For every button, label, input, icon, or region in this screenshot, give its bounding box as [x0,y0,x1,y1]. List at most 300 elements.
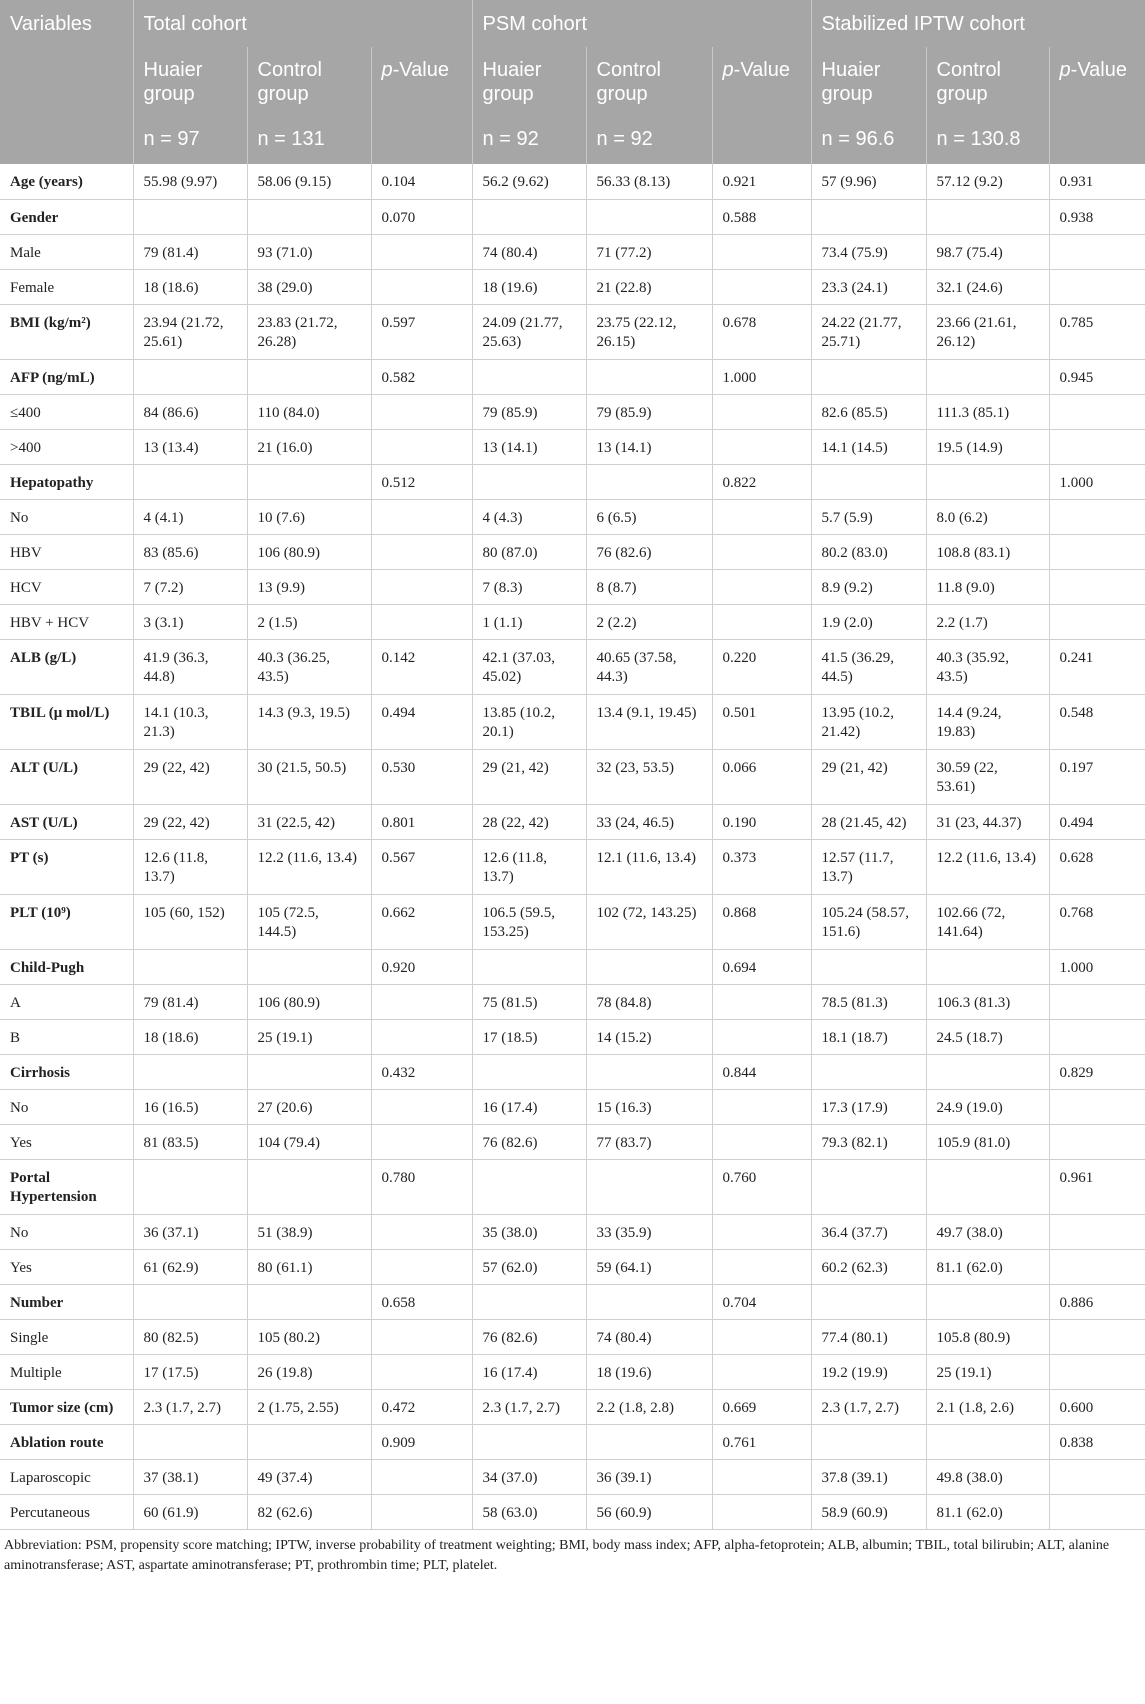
table-cell: 33 (24, 46.5) [586,804,712,839]
table-cell: 2.3 (1.7, 2.7) [472,1389,586,1424]
table-cell: 10 (7.6) [247,499,371,534]
table-cell: 0.780 [371,1159,472,1214]
n-control-psm: n = 92 [586,119,712,164]
table-cell [811,1284,926,1319]
table-cell [712,1249,811,1284]
table-cell: 14.1 (10.3, 21.3) [133,694,247,749]
table-cell: 2.2 (1.8, 2.8) [586,1389,712,1424]
table-cell: 0.669 [712,1389,811,1424]
table-cell: 0.512 [371,464,472,499]
table-cell [926,199,1049,234]
table-header [0,0,1145,164]
table-cell: 36.4 (37.7) [811,1214,926,1249]
table-row [0,199,1145,234]
table-cell: 19.2 (19.9) [811,1354,926,1389]
table-cell: 33 (35.9) [586,1214,712,1249]
table-cell: 0.494 [1049,804,1145,839]
table-cell [133,949,247,984]
table-cell [472,199,586,234]
table-row [0,839,1145,894]
table-cell [926,359,1049,394]
table-cell [371,534,472,569]
row-label: Number [0,1284,133,1319]
table-cell [712,534,811,569]
table-cell [586,1054,712,1089]
table-cell: 36 (39.1) [586,1459,712,1494]
table-cell: 21 (22.8) [586,269,712,304]
table-cell: 105 (80.2) [247,1319,371,1354]
table-cell [1049,569,1145,604]
table-row [0,1214,1145,1249]
table-cell: 23.66 (21.61, 26.12) [926,304,1049,359]
table-cell: 56.2 (9.62) [472,164,586,199]
table-cell [712,1089,811,1124]
table-row [0,269,1145,304]
table-cell: 0.921 [712,164,811,199]
table-cell [586,1284,712,1319]
table-cell: 0.829 [1049,1054,1145,1089]
row-label: HCV [0,569,133,604]
subcol-pvalue [1049,47,1145,119]
table-cell: 40.3 (35.92, 43.5) [926,639,1049,694]
table-cell [472,1054,586,1089]
subcol-control: Control group [926,47,1049,119]
row-label: Child-Pugh [0,949,133,984]
table-cell [811,1424,926,1459]
table-row [0,639,1145,694]
subcol-pvalue [371,47,472,119]
table-cell: 79.3 (82.1) [811,1124,926,1159]
table-cell [926,464,1049,499]
table-row [0,604,1145,639]
row-label: Male [0,234,133,269]
table-cell [472,1424,586,1459]
table-cell: 0.704 [712,1284,811,1319]
table-cell: 8.9 (9.2) [811,569,926,604]
table-cell: 0.070 [371,199,472,234]
table-cell: 24.5 (18.7) [926,1019,1049,1054]
table-row [0,1054,1145,1089]
table-cell: 31 (22.5, 42) [247,804,371,839]
table-cell: 0.844 [712,1054,811,1089]
table-cell [712,1214,811,1249]
table-cell: 30.59 (22, 53.61) [926,749,1049,804]
table-cell: 17 (17.5) [133,1354,247,1389]
table-cell: 28 (22, 42) [472,804,586,839]
table-row [0,894,1145,949]
table-cell: 79 (85.9) [586,394,712,429]
table-cell: 26 (19.8) [247,1354,371,1389]
table-row [0,749,1145,804]
table-cell: 56 (60.9) [586,1494,712,1529]
table-cell: 49.8 (38.0) [926,1459,1049,1494]
table-cell [247,1054,371,1089]
table-cell: 74 (80.4) [586,1319,712,1354]
table-body [0,164,1145,1529]
table-cell [472,359,586,394]
table-row [0,1124,1145,1159]
table-cell: 14 (15.2) [586,1019,712,1054]
table-cell: 106.3 (81.3) [926,984,1049,1019]
row-label: Ablation route [0,1424,133,1459]
row-label: No [0,1089,133,1124]
table-cell: 79 (85.9) [472,394,586,429]
row-label: >400 [0,429,133,464]
table-cell: 73.4 (75.9) [811,234,926,269]
table-cell [1049,1089,1145,1124]
table-cell: 23.94 (21.72, 25.61) [133,304,247,359]
table-cell: 60.2 (62.3) [811,1249,926,1284]
table-cell [586,1159,712,1214]
row-label: Hepatopathy [0,464,133,499]
table-cell: 13 (14.1) [586,429,712,464]
table-cell: 28 (21.45, 42) [811,804,926,839]
table-row [0,949,1145,984]
table-row [0,1159,1145,1214]
table-cell [712,604,811,639]
table-row [0,984,1145,1019]
table-cell: 105 (72.5, 144.5) [247,894,371,949]
table-cell: 79 (81.4) [133,234,247,269]
table-cell [371,1494,472,1529]
table-row [0,234,1145,269]
table-cell: 5.7 (5.9) [811,499,926,534]
table-cell [712,1319,811,1354]
table-cell: 0.801 [371,804,472,839]
table-cell: 2.3 (1.7, 2.7) [811,1389,926,1424]
table-cell: 59 (64.1) [586,1249,712,1284]
table-cell: 12.2 (11.6, 13.4) [247,839,371,894]
n-huaier-total: n = 97 [133,119,247,164]
table-cell [926,949,1049,984]
table-cell: 40.3 (36.25, 43.5) [247,639,371,694]
row-label: Cirrhosis [0,1054,133,1089]
table-cell [712,1354,811,1389]
table-cell: 0.760 [712,1159,811,1214]
table-cell [712,1494,811,1529]
table-cell [247,1424,371,1459]
table-cell [712,1459,811,1494]
table-cell: 0.567 [371,839,472,894]
table-cell: 0.597 [371,304,472,359]
pvalue-label: p-Value [722,59,790,81]
table-cell [371,394,472,429]
table-cell [472,1159,586,1214]
table-row [0,499,1145,534]
table-cell: 1 (1.1) [472,604,586,639]
table-cell: 35 (38.0) [472,1214,586,1249]
table-cell: 76 (82.6) [472,1124,586,1159]
table-row [0,1389,1145,1424]
row-label: AST (U/L) [0,804,133,839]
table-cell [247,1159,371,1214]
table-footnote: Abbreviation: PSM, propensity score matching; IPTW, inverse probability of treatment weighting; BMI, body mass index; AFP, alpha-fetoprotein; ALB, albumin; TBIL, total bilirubin; ALT, alanine aminotransferase; AST, aspartate aminotransferase; PT, prothrombin time; PLT, platelet. [4,1537,1110,1573]
table-cell: 80 (82.5) [133,1319,247,1354]
table-cell: 77.4 (80.1) [811,1319,926,1354]
table-cell: 105.9 (81.0) [926,1124,1049,1159]
table-cell: 12.6 (11.8, 13.7) [472,839,586,894]
table-cell [133,1159,247,1214]
table-cell: 110 (84.0) [247,394,371,429]
table-cell: 36 (37.1) [133,1214,247,1249]
row-label: HBV + HCV [0,604,133,639]
table-cell: 12.6 (11.8, 13.7) [133,839,247,894]
table-cell [811,359,926,394]
table-cell: 0.868 [712,894,811,949]
table-cell: 38 (29.0) [247,269,371,304]
table-cell [371,984,472,1019]
table-cell [371,1124,472,1159]
table-cell: 49.7 (38.0) [926,1214,1049,1249]
n-blank [1049,119,1145,164]
table-cell [1049,1214,1145,1249]
table-cell: 57 (9.96) [811,164,926,199]
table-cell: 0.628 [1049,839,1145,894]
table-cell: 8.0 (6.2) [926,499,1049,534]
table-cell: 19.5 (14.9) [926,429,1049,464]
table-cell: 84 (86.6) [133,394,247,429]
table-cell: 29 (21, 42) [472,749,586,804]
table-cell: 0.961 [1049,1159,1145,1214]
table-cell: 13 (13.4) [133,429,247,464]
table-cell: 23.3 (24.1) [811,269,926,304]
table-row [0,804,1145,839]
table-cell: 1.9 (2.0) [811,604,926,639]
table-cell [811,464,926,499]
table-cell [371,1089,472,1124]
table-cell: 11.8 (9.0) [926,569,1049,604]
table-cell: 2 (2.2) [586,604,712,639]
table-cell [926,1054,1049,1089]
table-cell [133,464,247,499]
table-cell [712,234,811,269]
table-cell: 83 (85.6) [133,534,247,569]
table-cell [371,1319,472,1354]
table-cell: 105 (60, 152) [133,894,247,949]
table-cell [926,1424,1049,1459]
table-cell: 0.190 [712,804,811,839]
table-cell [247,949,371,984]
table-cell [712,1124,811,1159]
table-row [0,569,1145,604]
row-label: No [0,1214,133,1249]
subcol-control: Control group [586,47,712,119]
table-cell: 24.22 (21.77, 25.71) [811,304,926,359]
table-cell: 29 (21, 42) [811,749,926,804]
table-cell: 1.000 [1049,464,1145,499]
table-cell [1049,429,1145,464]
table-cell [712,499,811,534]
table-cell: 75 (81.5) [472,984,586,1019]
table-cell: 25 (19.1) [926,1354,1049,1389]
table-cell [1049,499,1145,534]
subcol-pvalue [712,47,811,119]
table-cell: 16 (17.4) [472,1089,586,1124]
table-cell [371,499,472,534]
table-row [0,1284,1145,1319]
row-label: Single [0,1319,133,1354]
row-label: AFP (ng/mL) [0,359,133,394]
table-cell: 41.9 (36.3, 44.8) [133,639,247,694]
table-cell: 102.66 (72, 141.64) [926,894,1049,949]
row-label: Tumor size (cm) [0,1389,133,1424]
table-cell [811,1054,926,1089]
row-label: ≤400 [0,394,133,429]
table-cell: 14.3 (9.3, 19.5) [247,694,371,749]
table-cell [371,1019,472,1054]
table-cell: 0.373 [712,839,811,894]
table-cell [1049,1494,1145,1529]
table-cell [712,1019,811,1054]
n-huaier-psm: n = 92 [472,119,586,164]
row-label: B [0,1019,133,1054]
subcol-huaier: Huaier group [472,47,586,119]
table-cell [1049,1319,1145,1354]
row-label: PT (s) [0,839,133,894]
row-label: Percutaneous [0,1494,133,1529]
table-cell: 81 (83.5) [133,1124,247,1159]
table-cell [712,429,811,464]
table-cell: 0.066 [712,749,811,804]
table-cell: 80 (61.1) [247,1249,371,1284]
table-row [0,429,1145,464]
table-cell [133,1054,247,1089]
table-cell: 4 (4.3) [472,499,586,534]
table-row [0,1019,1145,1054]
table-cell [133,199,247,234]
table-cell: 0.600 [1049,1389,1145,1424]
table-cell: 32 (23, 53.5) [586,749,712,804]
table-cell: 0.761 [712,1424,811,1459]
table-cell: 0.142 [371,639,472,694]
table-cell: 16 (17.4) [472,1354,586,1389]
table-cell: 24.09 (21.77, 25.63) [472,304,586,359]
table-cell: 58.9 (60.9) [811,1494,926,1529]
subcol-huaier: Huaier group [811,47,926,119]
table-cell: 106 (80.9) [247,534,371,569]
n-control-total: n = 131 [247,119,371,164]
table-cell [472,1284,586,1319]
table-cell [371,604,472,639]
table-cell: 31 (23, 44.37) [926,804,1049,839]
table-cell: 17 (18.5) [472,1019,586,1054]
table-cell: 77 (83.7) [586,1124,712,1159]
table-cell: 74 (80.4) [472,234,586,269]
table-cell [1049,1354,1145,1389]
table-cell: 15 (16.3) [586,1089,712,1124]
table-cell: 0.530 [371,749,472,804]
table-cell: 57.12 (9.2) [926,164,1049,199]
table-cell [371,269,472,304]
table-cell: 0.197 [1049,749,1145,804]
table-cell: 13.95 (10.2, 21.42) [811,694,926,749]
table-cell [1049,1249,1145,1284]
pvalue-label: p-Value [381,59,449,81]
row-label: Yes [0,1249,133,1284]
table-cell [811,199,926,234]
table-cell: 57 (62.0) [472,1249,586,1284]
table-row [0,164,1145,199]
n-blank [712,119,811,164]
table-cell: 0.582 [371,359,472,394]
table-cell [1049,234,1145,269]
table-row [0,534,1145,569]
table-cell: 0.931 [1049,164,1145,199]
table-cell: 40.65 (37.58, 44.3) [586,639,712,694]
row-label: BMI (kg/m²) [0,304,133,359]
table-cell [247,199,371,234]
table-cell: 7 (8.3) [472,569,586,604]
table-cell: 37.8 (39.1) [811,1459,926,1494]
table-cell: 0.241 [1049,639,1145,694]
table-cell: 106.5 (59.5, 153.25) [472,894,586,949]
table-cell [712,984,811,1019]
table-cell: 27 (20.6) [247,1089,371,1124]
group-header-iptw: Stabilized IPTW cohort [811,0,1145,47]
table-cell: 0.494 [371,694,472,749]
table-cell: 34 (37.0) [472,1459,586,1494]
table-cell: 29 (22, 42) [133,749,247,804]
table-cell: 76 (82.6) [472,1319,586,1354]
table-cell [371,234,472,269]
table-cell: 0.838 [1049,1424,1145,1459]
table-cell: 3 (3.1) [133,604,247,639]
table-cell: 32.1 (24.6) [926,269,1049,304]
n-blank [371,119,472,164]
table-cell: 0.945 [1049,359,1145,394]
table-cell: 0.678 [712,304,811,359]
table-cell: 0.104 [371,164,472,199]
table-cell: 0.938 [1049,199,1145,234]
table-cell: 49 (37.4) [247,1459,371,1494]
table-cell [1049,604,1145,639]
table-cell: 56.33 (8.13) [586,164,712,199]
table-cell: 37 (38.1) [133,1459,247,1494]
table-cell: 1.000 [712,359,811,394]
table-cell: 58 (63.0) [472,1494,586,1529]
table-cell: 79 (81.4) [133,984,247,1019]
table-cell: 17.3 (17.9) [811,1089,926,1124]
table-row [0,464,1145,499]
table-cell [371,429,472,464]
row-label: Female [0,269,133,304]
table-row [0,1354,1145,1389]
table-cell: 0.822 [712,464,811,499]
table-cell: 30 (21.5, 50.5) [247,749,371,804]
table-row [0,394,1145,429]
table-cell: 82.6 (85.5) [811,394,926,429]
table-cell [247,1284,371,1319]
table-cell [1049,269,1145,304]
table-cell: 18 (18.6) [133,1019,247,1054]
table-cell: 104 (79.4) [247,1124,371,1159]
table-cell: 6 (6.5) [586,499,712,534]
table-cell: 0.588 [712,199,811,234]
table-cell: 78.5 (81.3) [811,984,926,1019]
table-cell [586,949,712,984]
table-cell: 58.06 (9.15) [247,164,371,199]
table-row [0,1319,1145,1354]
table-cell: 12.2 (11.6, 13.4) [926,839,1049,894]
table-cell: 81.1 (62.0) [926,1494,1049,1529]
table-cell [1049,1019,1145,1054]
table-cell: 13 (14.1) [472,429,586,464]
table-cell: 13.4 (9.1, 19.45) [586,694,712,749]
group-header-total: Total cohort [133,0,472,47]
table-cell: 51 (38.9) [247,1214,371,1249]
table-cell: 0.886 [1049,1284,1145,1319]
table-cell: 102 (72, 143.25) [586,894,712,949]
